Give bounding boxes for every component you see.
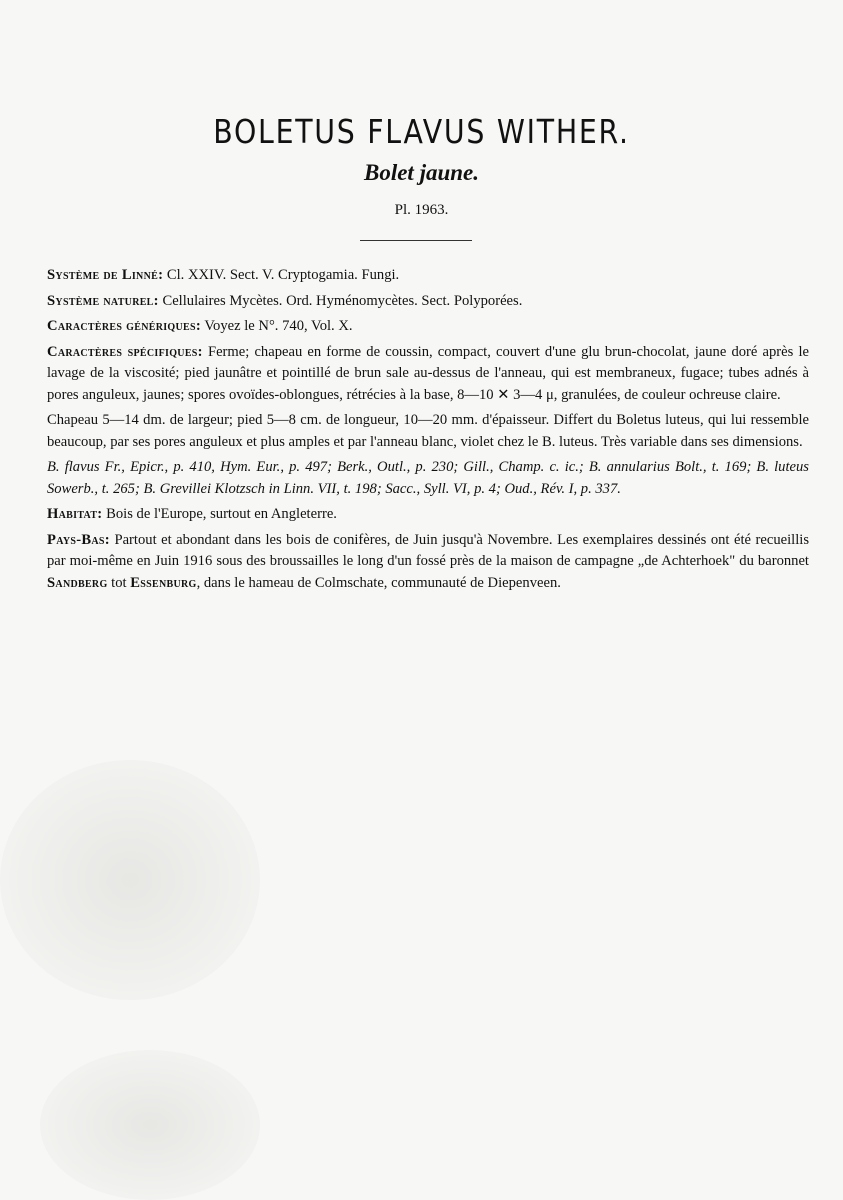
section-generiques xyxy=(47,316,809,338)
section-text: Partout et abondant dans les bois de conifères, de Juin jusqu'à Novembre. Les exemplaires dessinés ont été recueillis par moi-même en Juin 1916 sous des broussailles le long d'un fossé près de la maison de campagne „de Achterhoek" du baronnet xyxy=(47,531,809,569)
section-label: Système de Linné: xyxy=(47,267,164,283)
section-specifiques xyxy=(47,342,809,407)
section-label: Caractères spécifiques: xyxy=(47,343,203,360)
habitat-paragraph xyxy=(47,504,809,526)
section-text: Voyez le N°. 740, Vol. X. xyxy=(201,318,353,334)
paper-stain xyxy=(0,760,260,1000)
section-label: Caractères génériques: xyxy=(47,318,202,334)
page-subtitle: Bolet jaune. xyxy=(363,160,479,185)
section-linne xyxy=(47,265,809,287)
section-text: Ferme; chapeau en forme de coussin, compact, couvert d'une glu brun-chocolat, jaune doré après le lavage de la viscosité; pied jaunâtre et pointillé de brun sale au-dessus de l'anneau, qui est membraneux, fugace; tubes adnés à pores anguleux, jaunes; spores ovoïdes-oblongues, rétrécies à la base, 8—10 ✕ 3—4 μ, granulées, de couleur ochreuse claire. xyxy=(47,343,809,403)
section-label: Pays-Bas: xyxy=(47,531,110,548)
section-text: Cellulaires Mycètes. Ord. Hyménomycètes. Sect. Polyporées. xyxy=(158,292,523,309)
document-body xyxy=(47,265,809,598)
section-text: , dans le hameau de Colmschate, communauté de Diepenveen. xyxy=(196,574,561,591)
person-name: Essenburg xyxy=(130,574,197,591)
section-naturel xyxy=(47,291,809,313)
section-text: Bois de l'Europe, surtout en Angleterre. xyxy=(102,506,337,522)
section-label: Système naturel: xyxy=(47,292,159,309)
pays-bas-paragraph xyxy=(47,530,809,595)
section-label: Habitat: xyxy=(47,506,103,522)
page-title: BOLETUS FLAVUS WITHER. xyxy=(213,112,630,151)
description-paragraph: Chapeau 5—14 dm. de largeur; pied 5—8 cm. de longueur, 10—20 mm. d'épaisseur. Differt du Boletus luteus, qui lui ressemble beaucoup, par ses pores anguleux et plus amples et par l'anneau blanc, violet chez le B. luteus. Très variable dans ses dimensions. xyxy=(47,412,809,450)
person-name: Sandberg xyxy=(47,574,108,591)
section-text: Cl. XXIV. Sect. V. Cryptogamia. Fungi. xyxy=(163,267,400,283)
title-rule xyxy=(360,240,472,241)
paper-stain xyxy=(40,1050,260,1200)
plate-number: Pl. 1963. xyxy=(394,202,449,218)
references-paragraph: B. flavus Fr., Epicr., p. 410, Hym. Eur., p. 497; Berk., Outl., p. 230; Gill., Champ. c. ic.; B. annularius Bolt., t. 169; B. luteus Sowerb., t. 265; B. Grevillei Klotzsch in Linn. VII, t. 198; Sacc., Syll. VI, p. 4; Oud., Rév. I, p. 337. xyxy=(47,459,809,497)
section-text: tot xyxy=(107,574,131,591)
